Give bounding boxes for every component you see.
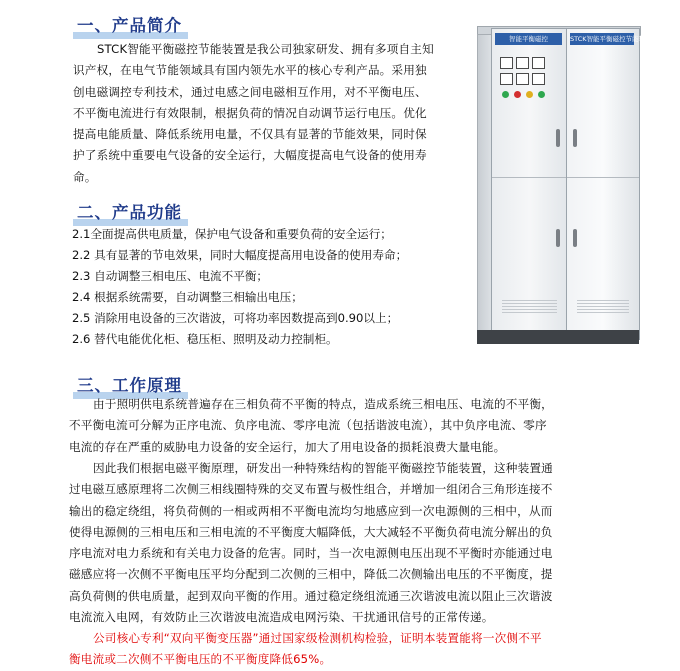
meter-icon bbox=[516, 73, 529, 85]
cabinet-right-banner: STCK智能平衡磁控节能装置 bbox=[570, 35, 652, 43]
meter-icon bbox=[532, 57, 545, 69]
intro-line: STCK智能平衡磁控节能装置是我公司独家研发、拥有多项自主知 bbox=[97, 42, 434, 56]
highlight-line: 公司核心专利“双向平衡变压器”通过国家级检测机构检验，证明本装置能将一次侧不平 bbox=[93, 631, 542, 645]
meter-icon bbox=[500, 57, 513, 69]
principle-paragraph-1 bbox=[69, 394, 629, 458]
door-seam bbox=[492, 177, 567, 178]
section-3-title bbox=[77, 372, 182, 396]
principle-line: 电流的存在严重的威胁电力设备的安全运行，加大了用电设备的损耗浪费大量电能。 bbox=[69, 439, 506, 454]
principle-line: 输出的稳定绕组，将负荷侧的一相或两相不平衡电流均匀地感应到一次电源侧的三相中，从而 bbox=[69, 503, 553, 518]
meter-icon bbox=[516, 57, 529, 69]
vent-grille bbox=[502, 299, 557, 313]
product-cabinet-image bbox=[471, 18, 653, 346]
intro-line: 创电磁调控专利技术，通过电感之间电磁相互作用，对不平衡电压、 bbox=[73, 84, 427, 99]
door-handle-icon bbox=[573, 129, 577, 147]
cabinet-base bbox=[477, 330, 639, 344]
door-handle-icon bbox=[556, 229, 560, 247]
feature-list bbox=[72, 224, 407, 351]
intro-line: 护了系统中重要电气设备的安全运行，大幅度提高电气设备的使用寿 bbox=[73, 148, 427, 163]
feature-item: 2.5 消除用电设备的三次谐波，可将功率因数提高到0.90以上； bbox=[72, 311, 399, 326]
feature-item: 2.4 根据系统需要，自动调整三相输出电压； bbox=[72, 290, 303, 305]
feature-item: 2.3 自动调整三相电压、电流不平衡； bbox=[72, 269, 269, 284]
principle-line: 由于照明供电系统普遍存在三相负荷不平衡的特点，造成系统三相电压、电流的不平衡， bbox=[93, 397, 553, 411]
intro-paragraph bbox=[73, 39, 473, 188]
green-indicator-icon bbox=[538, 91, 545, 98]
green-indicator-icon bbox=[502, 91, 509, 98]
highlight-line: 衡电流或二次侧不平衡电压的不平衡度降低65%。 bbox=[69, 652, 332, 667]
principle-line: 因此我们根据电磁平衡原理，研发出一种特殊结构的智能平衡磁控节能装置，这种装置通 bbox=[93, 461, 553, 475]
principle-line: 不平衡电流可分解为正序电流、负序电流、零序电流（包括谐波电流），其中负序电流、零序 bbox=[69, 418, 547, 433]
patent-highlight bbox=[69, 628, 629, 671]
principle-line: 使得电源侧的三相电压和三相电流的不平衡度大幅降低，大大减轻不平衡负荷电流分解出的负 bbox=[69, 524, 553, 539]
vent-grille bbox=[577, 299, 629, 313]
yellow-indicator-icon bbox=[526, 91, 533, 98]
principle-line: 磁感应将一次侧不平衡电压平均分配到二次侧的三相中，降低二次侧输出电压的不平衡度，提 bbox=[69, 567, 553, 582]
principle-line: 过电磁互感原理将二次侧三相线圈特殊的交叉布置与极性组合，并增加一组闭合三角形连接不 bbox=[69, 482, 553, 497]
meter-icon bbox=[500, 73, 513, 85]
section-2-title-text: 二、产品功能 bbox=[77, 203, 182, 222]
meter-icon bbox=[532, 73, 545, 85]
door-handle-icon bbox=[556, 129, 560, 147]
cabinet-left-banner: 智能平衡磁控 bbox=[495, 33, 562, 45]
cabinet-right-door bbox=[566, 28, 652, 340]
intro-line: 识产权，在电气节能领域具有国内领先水平的核心专利产品。采用独 bbox=[73, 63, 427, 78]
intro-line: 不平衡电流进行有效限制，根据负荷的情况自动调节运行电压。优化 bbox=[73, 105, 427, 120]
principle-paragraph-2 bbox=[69, 458, 629, 628]
feature-item: 2.6 替代电能优化柜、稳压柜、照明及动力控制柜。 bbox=[72, 332, 338, 347]
door-handle-icon bbox=[573, 229, 577, 247]
door-seam bbox=[567, 177, 639, 178]
intro-line: 命。 bbox=[73, 169, 97, 184]
cabinet-left-door bbox=[491, 28, 568, 340]
section-2-title bbox=[77, 199, 182, 223]
principle-line: 电流流入电网，有效防止三次谐波电流造成电网污染、干扰通讯信号的正常传递。 bbox=[69, 610, 494, 625]
principle-line: 序电流对电力系统和有关电力设备的危害。同时，当一次电源侧电压出现不平衡时亦能通过电 bbox=[69, 546, 553, 561]
section-1-title-text: 一、产品简介 bbox=[77, 16, 182, 35]
principle-line: 高负荷侧的供电质量，起到双向平衡的作用。通过稳定绕组流通三次谐波电流以阻止三次谐波 bbox=[69, 588, 553, 603]
intro-line: 提高电能质量、降低系统用电量，不仅具有显著的节能效果，同时保 bbox=[73, 127, 427, 142]
feature-item: 2.1全面提高供电质量，保护电气设备和重要负荷的安全运行； bbox=[72, 227, 392, 241]
section-3-title-text: 三、工作原理 bbox=[77, 376, 182, 395]
feature-item: 2.2 具有显著的节电效果，同时大幅度提高用电设备的使用寿命； bbox=[72, 248, 408, 263]
red-indicator-icon bbox=[514, 91, 521, 98]
section-1-title bbox=[77, 12, 182, 36]
